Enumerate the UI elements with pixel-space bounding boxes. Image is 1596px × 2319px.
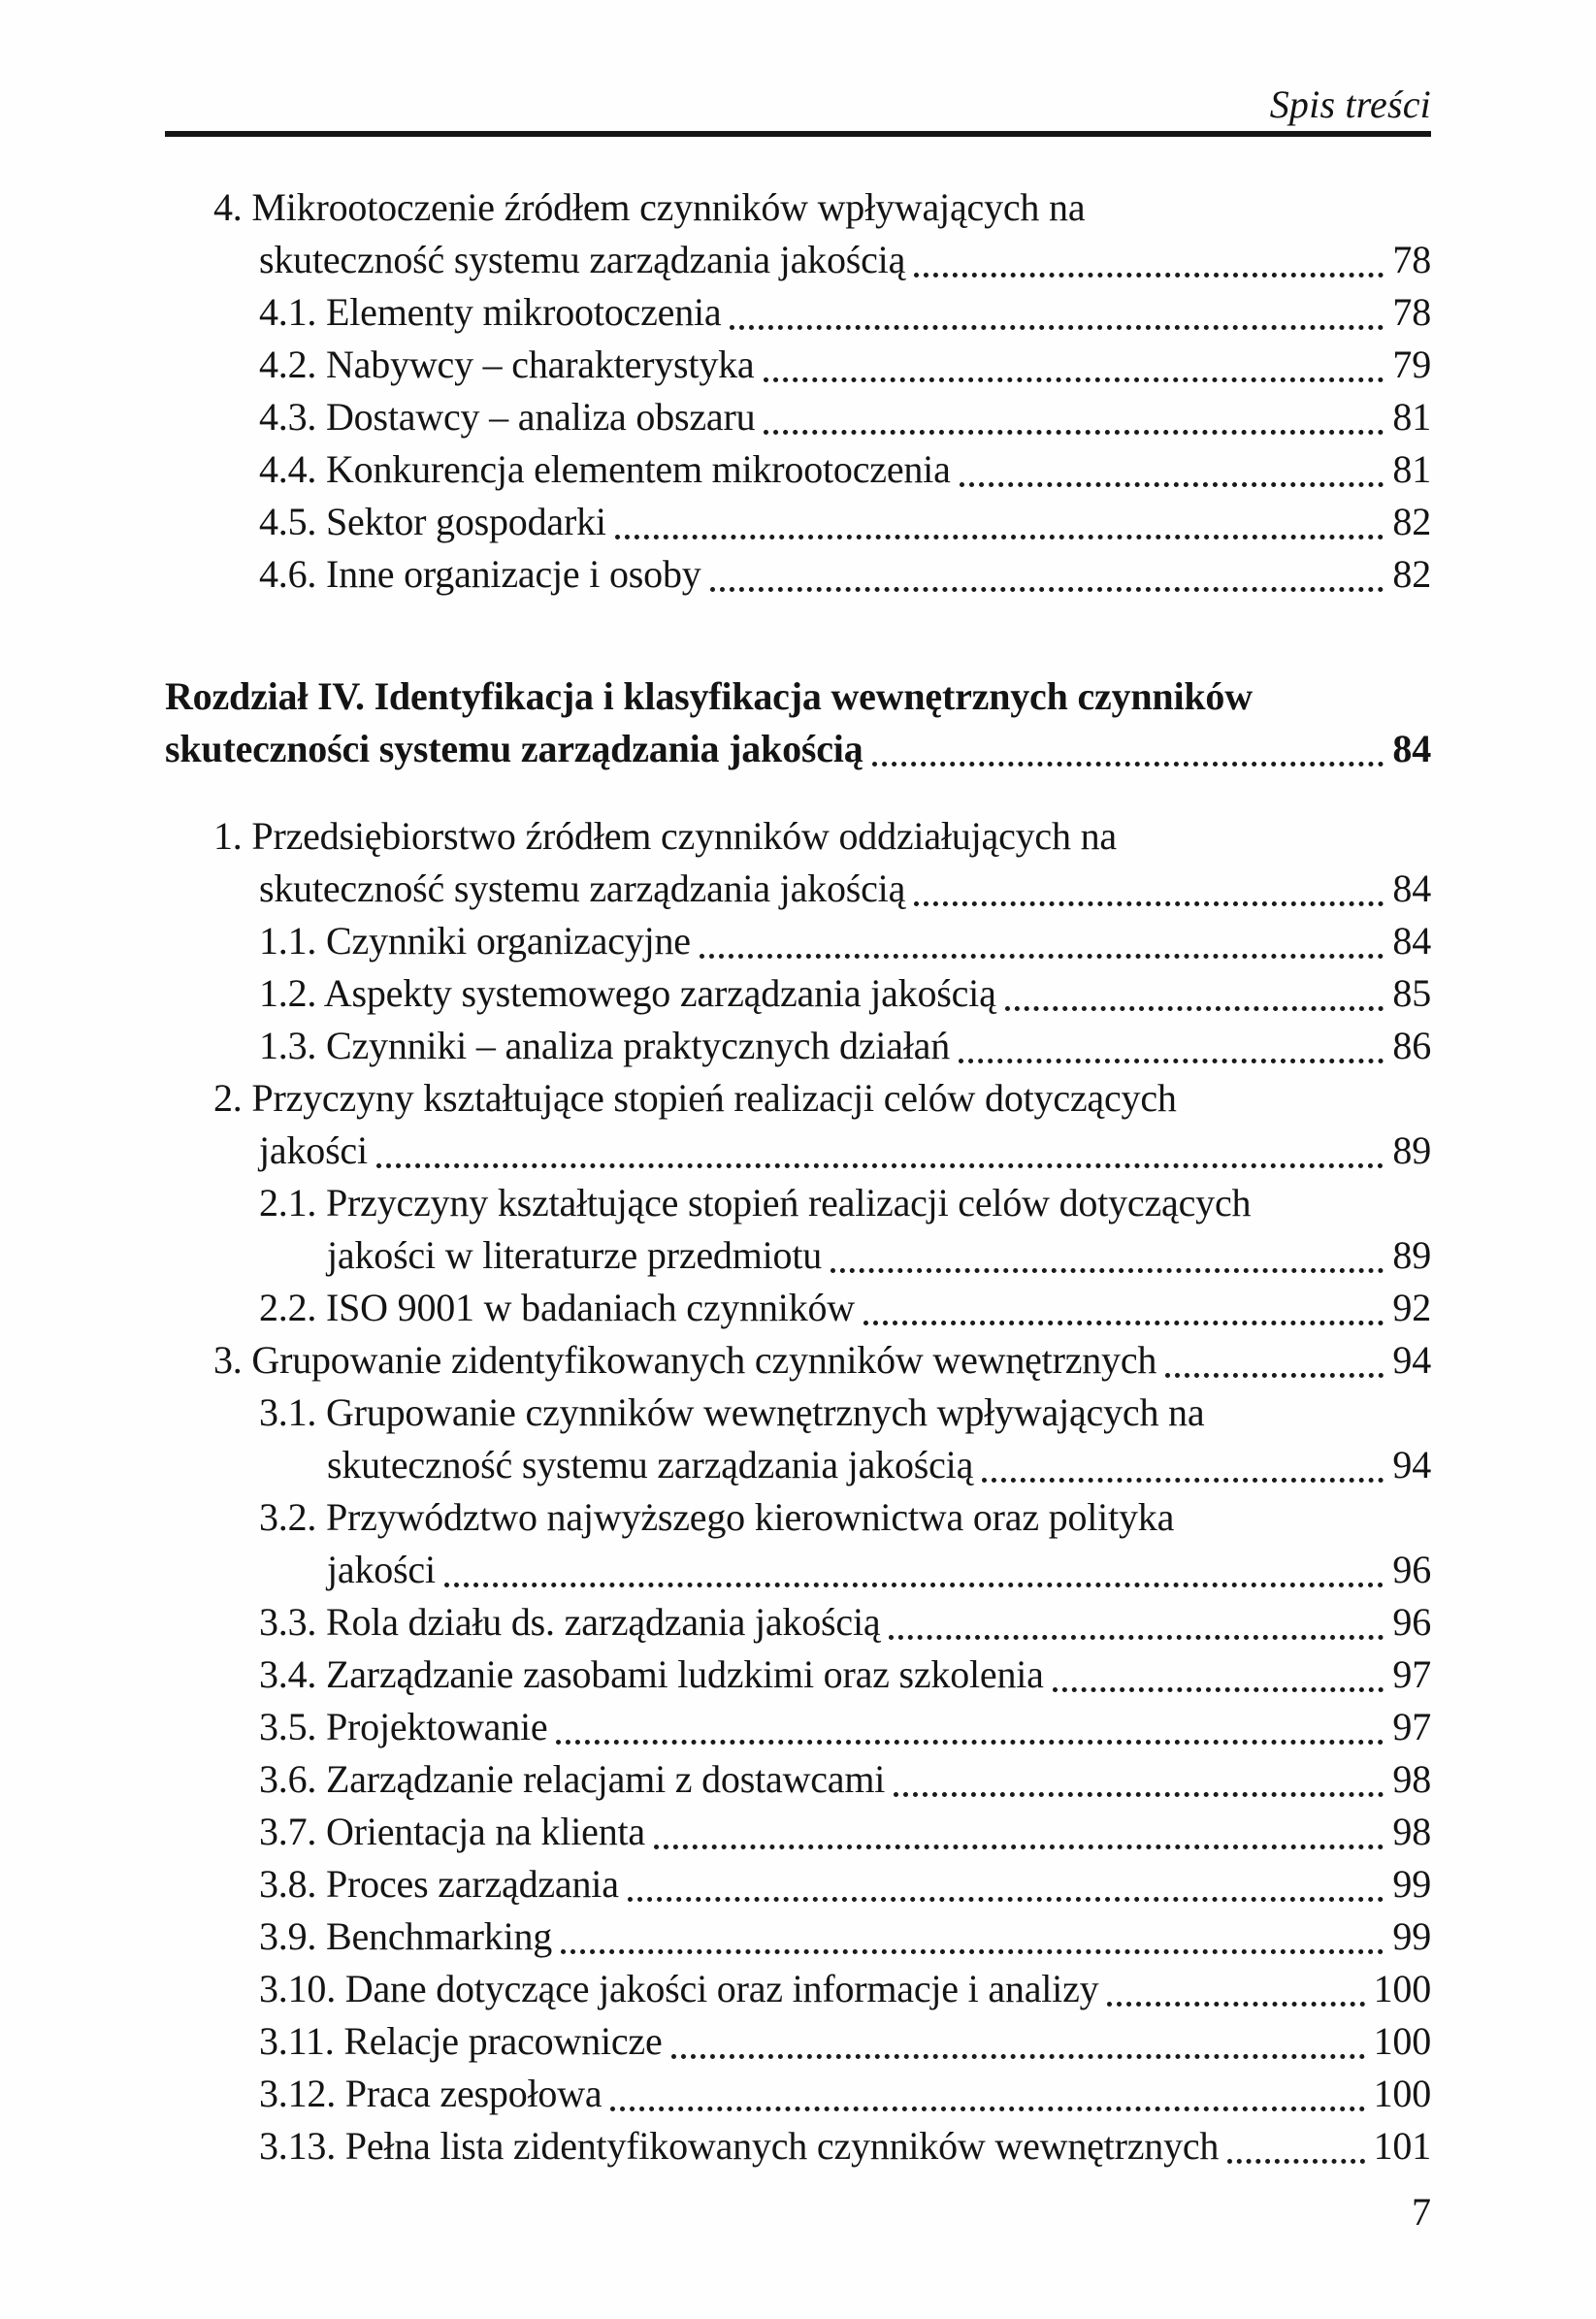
toc-entry-text: 3.7. Orientacja na klienta — [259, 1810, 645, 1853]
toc-entry-text: 4.2. Nabywcy – charakterystyka — [259, 343, 755, 386]
page-ref: 84 — [1392, 866, 1431, 910]
toc-entry — [165, 1491, 1431, 1596]
page-ref: 98 — [1392, 1810, 1431, 1853]
page-ref: 98 — [1392, 1757, 1431, 1801]
page-ref: 82 — [1392, 500, 1431, 543]
page-ref: 81 — [1392, 447, 1431, 491]
toc-entry — [165, 915, 1431, 967]
toc-entry — [165, 1858, 1431, 1911]
dot-leader — [863, 1321, 1384, 1325]
dot-leader — [654, 1845, 1384, 1849]
page-ref: 96 — [1392, 1548, 1431, 1591]
dot-leader — [764, 430, 1384, 435]
toc-entry-row — [165, 443, 1431, 496]
toc-entry-text: 3.13. Pełna lista zidentyfikowanych czynników wewnętrznych — [259, 2124, 1220, 2168]
toc-entry-row — [165, 1649, 1431, 1701]
header-title: Spis treści — [1269, 82, 1431, 126]
dot-leader — [959, 1059, 1384, 1063]
toc-entry-row — [165, 1125, 1431, 1177]
toc-entry-text: 3. Grupowanie zidentyfikowanych czynników wewnętrznych — [213, 1338, 1157, 1382]
toc-entry-row — [165, 1229, 1431, 1282]
toc-entry — [165, 967, 1431, 1020]
toc-entry-row — [165, 2068, 1431, 2120]
toc-entry — [165, 1963, 1431, 2015]
toc-entry-text: 3.9. Benchmarking — [259, 1914, 553, 1958]
toc-entry — [165, 2120, 1431, 2172]
dot-leader — [730, 325, 1384, 330]
dot-leader — [894, 1792, 1384, 1797]
toc-entry-row — [165, 286, 1431, 339]
toc-entry-row — [165, 1020, 1431, 1072]
chapter-heading-line: Rozdział IV. Identyfikacja i klasyfikacja wewnętrznych czynników — [165, 674, 1253, 718]
dot-leader — [376, 1163, 1384, 1168]
dot-leader — [960, 482, 1384, 487]
dot-leader — [610, 2107, 1364, 2111]
toc-entry — [165, 339, 1431, 391]
dot-leader — [764, 377, 1384, 382]
toc-entry — [165, 1282, 1431, 1334]
toc-entry-text: skuteczność systemu zarządzania jakością — [259, 238, 906, 281]
dot-leader — [831, 1268, 1384, 1273]
page-ref: 78 — [1392, 238, 1431, 281]
page-ref: 94 — [1392, 1338, 1431, 1382]
toc-entry — [165, 391, 1431, 443]
toc-entry-text: 3.8. Proces zarządzania — [259, 1862, 619, 1906]
dot-leader — [671, 2054, 1365, 2059]
toc-entry-row — [165, 1911, 1431, 1963]
toc-entry-text: skuteczność systemu zarządzania jakością — [259, 866, 906, 910]
toc-entry — [165, 1177, 1431, 1282]
page-ref: 97 — [1392, 1705, 1431, 1748]
toc-entry — [165, 1072, 1431, 1177]
dot-leader — [700, 954, 1384, 959]
toc-entry — [165, 181, 1431, 286]
toc-entry-row — [165, 496, 1431, 548]
toc-section — [165, 181, 1431, 601]
page-ref: 94 — [1392, 1443, 1431, 1486]
toc-entry-text: 3.3. Rola działu ds. zarządzania jakością — [259, 1600, 881, 1644]
toc-entry — [165, 548, 1431, 601]
toc-entry-text: 1.3. Czynniki – analiza praktycznych działań — [259, 1024, 951, 1067]
toc-entry — [165, 1753, 1431, 1806]
toc-entry-row — [165, 1439, 1431, 1491]
toc-entry-text: 3.12. Praca zespołowa — [259, 2072, 603, 2115]
toc-entry-text: skuteczność systemu zarządzania jakością — [327, 1443, 974, 1486]
toc-entry — [165, 1701, 1431, 1753]
toc-entry-line: 2.1. Przyczyny kształtujące stopień realizacji celów dotyczących — [259, 1181, 1252, 1225]
toc-entry-row — [165, 1858, 1431, 1911]
toc-entry-row — [165, 1334, 1431, 1387]
toc-entry-text: jakości — [327, 1548, 436, 1591]
toc-entry-text: 4.3. Dostawcy – analiza obszaru — [259, 395, 756, 439]
header-rule — [165, 131, 1431, 137]
page-ref: 100 — [1373, 2019, 1431, 2063]
page-ref: 97 — [1392, 1652, 1431, 1696]
toc-entry — [165, 2015, 1431, 2068]
dot-leader — [914, 901, 1384, 906]
toc-entry-row — [165, 548, 1431, 601]
page-ref: 85 — [1392, 971, 1431, 1015]
toc-entry-text: 4.4. Konkurencja elementem mikrootoczenia — [259, 447, 951, 491]
dot-leader — [1227, 2159, 1364, 2164]
table-of-contents — [165, 181, 1431, 2172]
dot-leader — [628, 1897, 1384, 1902]
toc-entry-row — [165, 967, 1431, 1020]
toc-entry-line: 3.2. Przywództwo najwyższego kierownictwa oraz polityka — [259, 1495, 1175, 1539]
toc-entry-row — [165, 339, 1431, 391]
toc-entry-row — [165, 1282, 1431, 1334]
toc-section — [165, 810, 1431, 2172]
toc-entry-text: 3.5. Projektowanie — [259, 1705, 548, 1748]
page-ref: 100 — [1373, 1967, 1431, 2010]
toc-entry-text: 4.5. Sektor gospodarki — [259, 500, 606, 543]
dot-leader — [1165, 1373, 1384, 1378]
toc-entry-row — [165, 2015, 1431, 2068]
dot-leader — [556, 1740, 1384, 1745]
toc-entry-text: 4.6. Inne organizacje i osoby — [259, 552, 701, 596]
dot-leader — [710, 587, 1384, 592]
toc-entry — [165, 496, 1431, 548]
toc-entry-text: 3.11. Relacje pracownicze — [259, 2019, 663, 2063]
toc-entry-line: 3.1. Grupowanie czynników wewnętrznych wpływających na — [259, 1390, 1205, 1434]
toc-entry — [165, 1020, 1431, 1072]
toc-entry-text: 1.1. Czynniki organizacyjne — [259, 919, 691, 963]
toc-entry-text: 3.4. Zarządzanie zasobami ludzkimi oraz szkolenia — [259, 1652, 1044, 1696]
page-ref: 92 — [1392, 1286, 1431, 1329]
page-ref: 82 — [1392, 552, 1431, 596]
toc-entry-text: 3.10. Dane dotyczące jakości oraz informacje i analizy — [259, 1967, 1099, 2010]
toc-entry-text: jakości — [259, 1128, 368, 1172]
toc-entry-line: 4. Mikrootoczenie źródłem czynników wpływających na — [213, 185, 1086, 229]
page-ref: 101 — [1373, 2124, 1431, 2168]
folio-page-number: 7 — [1412, 2190, 1431, 2234]
toc-entry-row — [165, 1701, 1431, 1753]
dot-leader — [615, 535, 1384, 539]
page-ref: 89 — [1392, 1128, 1431, 1172]
toc-entry-row — [165, 1596, 1431, 1649]
dot-leader — [1005, 1006, 1384, 1011]
toc-entry-row — [165, 915, 1431, 967]
page-ref: 78 — [1392, 290, 1431, 334]
dot-leader — [1053, 1687, 1384, 1692]
toc-entry-row — [165, 1963, 1431, 2015]
page-ref: 89 — [1392, 1233, 1431, 1277]
page-ref: 96 — [1392, 1600, 1431, 1644]
toc-entry-text: 2.2. ISO 9001 w badaniach czynników — [259, 1286, 855, 1329]
page-ref: 100 — [1373, 2072, 1431, 2115]
toc-entry — [165, 443, 1431, 496]
dot-leader — [561, 1949, 1384, 1954]
toc-entry-line: 2. Przyczyny kształtujące stopień realizacji celów dotyczących — [213, 1076, 1177, 1120]
page-ref: 86 — [1392, 1024, 1431, 1067]
toc-entry-row — [165, 1753, 1431, 1806]
page-ref: 84 — [1392, 919, 1431, 963]
toc-entry-text: 3.6. Zarządzanie relacjami z dostawcami — [259, 1757, 886, 1801]
dot-leader — [914, 273, 1384, 278]
running-header — [165, 83, 1431, 126]
toc-entry-row — [165, 863, 1431, 915]
toc-entry — [165, 1649, 1431, 1701]
toc-entry-row — [165, 2120, 1431, 2172]
toc-entry — [165, 286, 1431, 339]
dot-leader — [982, 1478, 1384, 1483]
page-ref: 99 — [1392, 1862, 1431, 1906]
toc-entry-line: 1. Przedsiębiorstwo źródłem czynników oddziałujących na — [213, 814, 1117, 858]
toc-entry — [165, 1334, 1431, 1387]
toc-entry-row — [165, 1806, 1431, 1858]
dot-leader — [872, 762, 1384, 767]
toc-entry — [165, 2068, 1431, 2120]
toc-entry-row — [165, 723, 1431, 775]
dot-leader — [1107, 2002, 1364, 2007]
page-ref: 84 — [1392, 727, 1431, 770]
page-ref: 99 — [1392, 1914, 1431, 1958]
chapter-heading — [165, 670, 1431, 775]
page-ref: 79 — [1392, 343, 1431, 386]
toc-entry — [165, 1387, 1431, 1491]
toc-entry-text: jakości w literaturze przedmiotu — [327, 1233, 823, 1277]
toc-entry — [165, 810, 1431, 915]
toc-entry — [165, 1806, 1431, 1858]
toc-entry-text: 4.1. Elementy mikrootoczenia — [259, 290, 722, 334]
dot-leader — [444, 1583, 1384, 1587]
toc-entry-text: 1.2. Aspekty systemowego zarządzania jakością — [259, 971, 996, 1015]
toc-entry-row — [165, 1544, 1431, 1596]
dot-leader — [889, 1635, 1384, 1640]
toc-entry-row — [165, 234, 1431, 286]
toc-entry-text: skuteczności systemu zarządzania jakością — [165, 727, 863, 770]
toc-entry-row — [165, 391, 1431, 443]
toc-entry — [165, 1596, 1431, 1649]
page-ref: 81 — [1392, 395, 1431, 439]
toc-entry — [165, 1911, 1431, 1963]
